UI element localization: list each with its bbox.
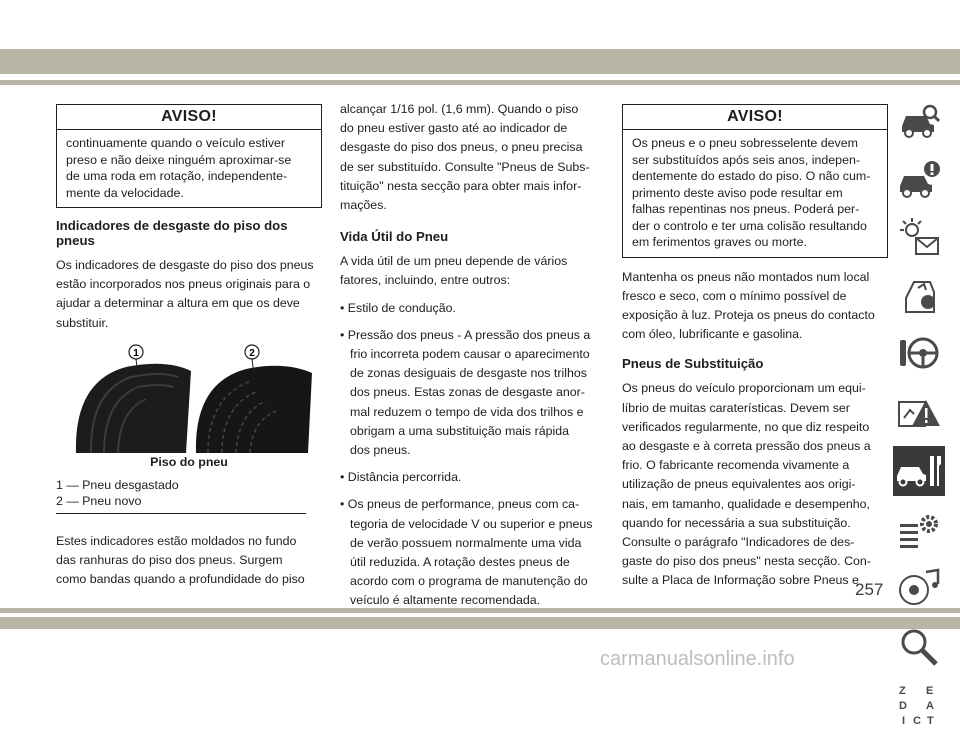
new-tire-image (196, 366, 312, 453)
warning-text: Os pneus e o pneu sobresselente devem ser substituídos após seis anos, indepen- dentemente do estado do piso. O não cum- primento deste aviso pode resultar em falhas repentinas nos pneus. Poderá per- der o controlo e ter uma colisão resultando em ferimentos graves ou morte. (632, 136, 871, 249)
column-middle (340, 100, 604, 611)
watermark: carmanualsonline.info (600, 648, 795, 670)
bullet-item: • Distância percorrida. (340, 470, 462, 485)
dashboard-lights-icon[interactable] (896, 214, 942, 260)
top-band (0, 49, 960, 74)
paragraph: Os pneus do veículo proporcionam um equi- líbrio de muitas caraterísticas. Devem ser verificados regularmente, no que diz respeito ao desgaste e à correta pressão dos pneus a frio. O fabricante recomenda vivamente a utilização de pneus equivalentes aos origi- nais, em tamanho, qualidade e desempenho, quando for necessária a sua substituição. Consulte o parágrafo "Indicadores de des- gaste do piso dos pneus" nesta secção. Con- sulte a Placa de Informação sobre Pneus e (622, 381, 871, 588)
bullet-item: • Pressão dos pneus - A pressão dos pneus a frio incorreta podem causar o aparecimento de zonas desiguais de desgaste nos trilhos dos pneus. Estas zonas de desgaste anor- mal reduzem o tempo de vida dos trilhos e obrigam a uma substituição mais rápida dos pneus. (340, 327, 591, 458)
warning-box (622, 104, 888, 258)
chapter-sidebar (893, 98, 945, 740)
page-number: 257 (855, 580, 884, 599)
paragraph: A vida útil de um pneu depende de vários fatores, incluindo, entre outros: (340, 254, 568, 288)
svg-text:2: 2 (249, 347, 255, 359)
car-wrench-icon[interactable] (893, 446, 945, 496)
steering-wheel-icon[interactable] (896, 330, 942, 376)
index-letter: T (927, 715, 934, 727)
figure-caption: Piso do pneu (150, 454, 228, 469)
warning-text: continuamente quando o veículo estiver preso e não deixe ninguém aproximar-se de uma roda em rotação, independente- mente da velocidade. (66, 136, 292, 200)
column-left (56, 104, 322, 589)
paragraph: Os indicadores de desgaste do piso dos pneus estão incorporados nos pneus originais para o ajudar a determinar a altura em que os deve substituir. (56, 258, 314, 330)
svg-text:1: 1 (133, 347, 139, 359)
index-letter: A (926, 700, 934, 712)
index-letter: I (902, 715, 906, 727)
warning-triangle-icon[interactable] (896, 388, 942, 434)
index-letter: Z (899, 685, 906, 697)
bullet-item: • Estilo de condução. (340, 300, 456, 315)
specs-gear-icon[interactable] (896, 508, 942, 554)
callout-2 (245, 345, 259, 359)
section-heading: Pneus de Substituição (622, 356, 764, 372)
paragraph: Mantenha os pneus não montados num local fresco e seco, com o mínimo possível de exposição à luz. Proteja os pneus do contacto com óleo, lubrificante e gasolina. (622, 269, 875, 342)
search-icon[interactable] (896, 624, 942, 670)
section-heading: Indicadores de desgaste do piso dos pneus (56, 218, 288, 248)
warning-title: AVISO! (623, 105, 887, 130)
index-letter: D (899, 700, 907, 712)
car-search-icon[interactable] (896, 98, 942, 144)
car-key-icon[interactable] (896, 272, 942, 318)
index-letter: E (926, 685, 934, 697)
tire-illustration (56, 341, 322, 453)
bottom-rule (0, 608, 960, 613)
index-letter: C (913, 715, 921, 727)
figure-legend: 1 — Pneu desgastado 2 — Pneu novo (56, 477, 179, 508)
section-heading: Vida Útil do Pneu (340, 229, 449, 245)
column-right (622, 104, 888, 591)
tire-figure (56, 341, 322, 453)
index-letters-icon[interactable] (896, 682, 942, 728)
worn-tire-image (76, 364, 191, 453)
warning-title: AVISO! (57, 105, 321, 130)
car-info-icon[interactable] (896, 156, 942, 202)
callout-1 (129, 345, 143, 359)
warning-box (56, 104, 322, 208)
bullet-item: • Os pneus de performance, pneus com ca- tegoria de velocidade V ou superior e pneus de verão possuem normalmente uma vida útil reduzida. A rotação destes pneus de acordo com o programa de manutenção do veículo é altamente recomendada. (340, 497, 593, 608)
paragraph: Estes indicadores estão moldados no fundo das ranhuras do piso dos pneus. Surgem como bandas quando a profundidade do piso (56, 533, 305, 587)
top-rule (0, 80, 960, 85)
bottom-band (0, 617, 960, 629)
paragraph: alcançar 1/16 pol. (1,6 mm). Quando o piso do pneu estiver gasto até ao indicador de desgaste do piso dos pneus, o pneu precisa de ser substituído. Consulte "Pneus de Subs- tituição" nesta secção para obter mais infor- mações. (340, 102, 590, 213)
music-nav-icon[interactable] (896, 566, 942, 612)
